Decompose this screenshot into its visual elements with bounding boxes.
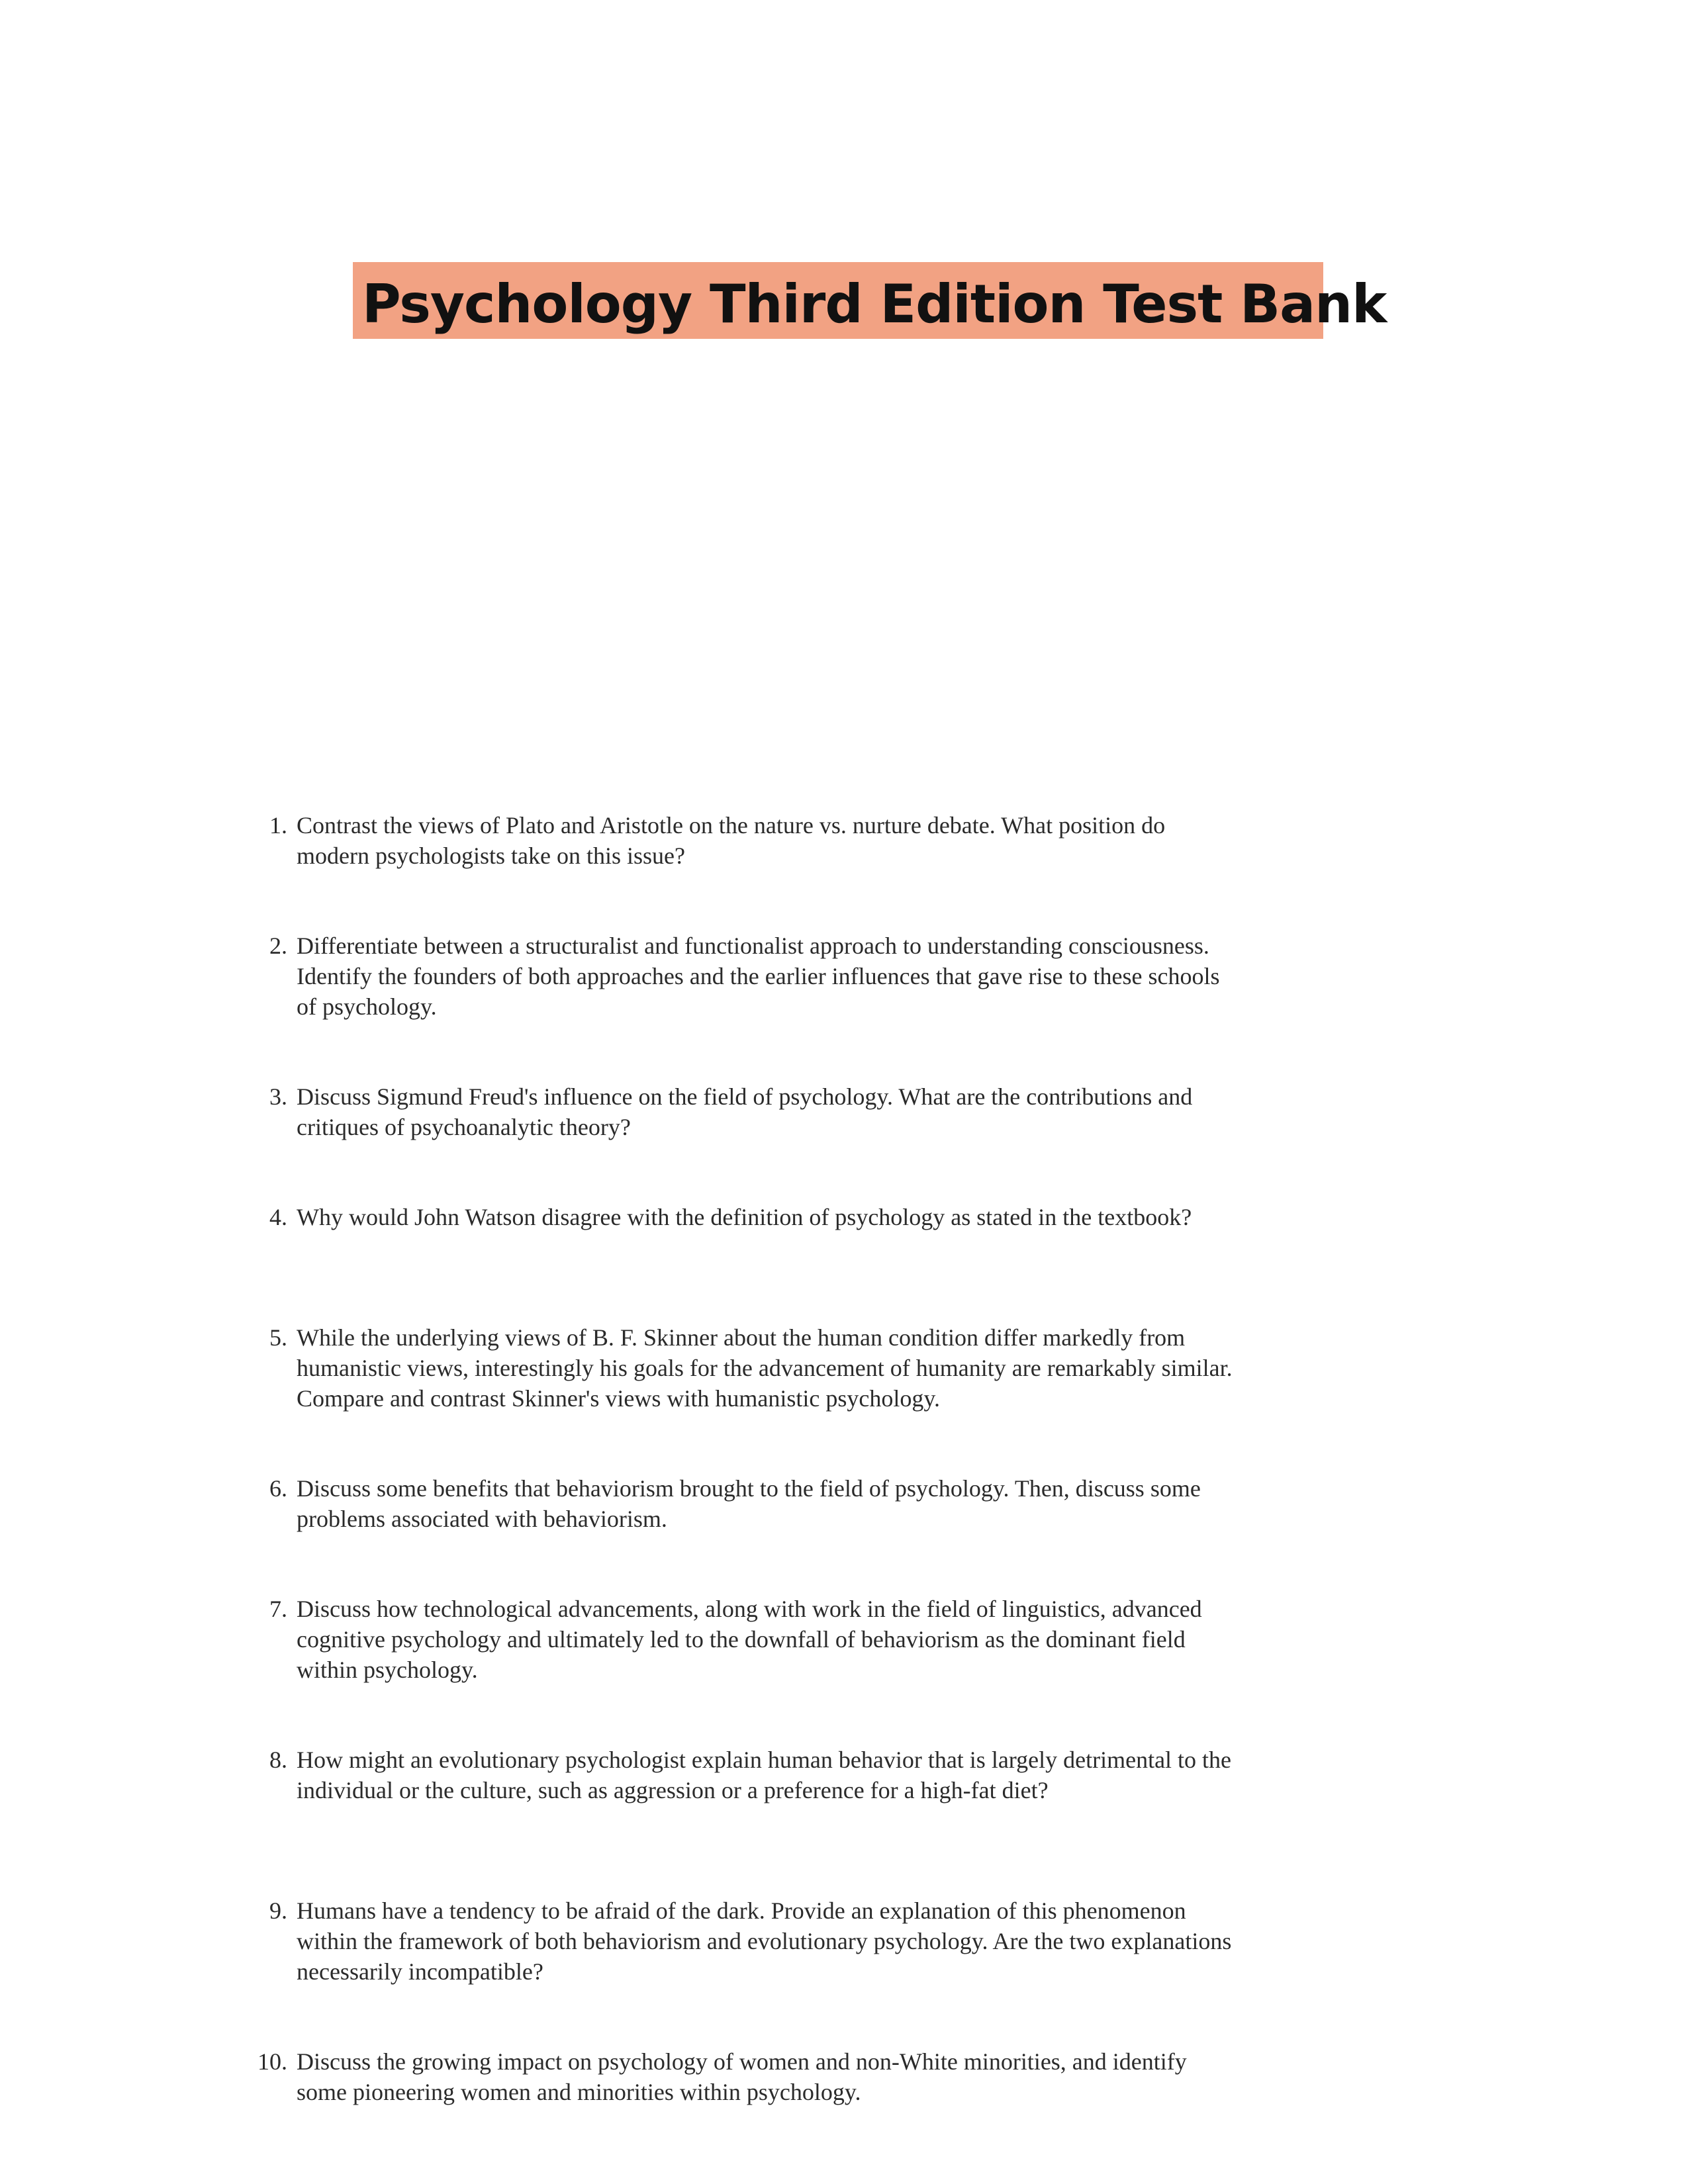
question-number: 7. [269,1596,287,1622]
question-text: While the underlying views of B. F. Skinner about the human condition differ markedly from humanistic views, interestingly his goals for the advancement of humanity are remarkably similar. Compare and contrast Skinner's views with humanistic psychology. [297,1324,1233,1412]
question-item [238,2046,1271,2107]
question-text: Contrast the views of Plato and Aristotle on the nature vs. nurture debate. What position do modern psychologists take on this issue? [297,812,1166,869]
question-number: 2. [269,933,287,959]
question-text: How might an evolutionary psychologist explain human behavior that is largely detrimental to the individual or the culture, such as aggression or a preference for a high-fat diet? [297,1747,1232,1803]
question-item [238,1473,1271,1534]
question-item [238,810,1271,871]
question-number: 4. [269,1204,287,1230]
question-number: 6. [269,1475,287,1502]
question-text: Discuss some benefits that behaviorism brought to the field of psychology. Then, discuss some problems associated with behaviorism. [297,1475,1201,1532]
question-number: 3. [269,1083,287,1110]
question-item [238,1594,1271,1685]
question-number: 10. [258,2048,287,2075]
question-text: Why would John Watson disagree with the definition of psychology as stated in the textbook? [297,1204,1192,1230]
page-title: Psychology Third Edition Test Bank [362,273,1387,335]
question-number: 1. [269,812,287,839]
question-item [238,1895,1271,1987]
title-banner [353,262,1387,339]
question-item [238,931,1271,1022]
question-item [238,1745,1271,1805]
question-item [238,1202,1271,1232]
question-item [238,1081,1271,1142]
question-text: Discuss how technological advancements, along with work in the field of linguistics, advanced cognitive psychology and ultimately led to the downfall of behaviorism as the dominant field within psychology. [297,1596,1202,1683]
question-number: 9. [269,1897,287,1924]
question-text: Discuss Sigmund Freud's influence on the field of psychology. What are the contributions and critiques of psychoanalytic theory? [297,1083,1193,1140]
question-text: Humans have a tendency to be afraid of the dark. Provide an explanation of this phenomenon within the framework of both behaviorism and evolutionary psychology. Are the two explanations necessarily incompatible? [297,1897,1232,1985]
question-number: 8. [269,1747,287,1773]
question-text: Discuss the growing impact on psychology of women and non-White minorities, and identify some pioneering women and minorities within psychology. [297,2048,1187,2105]
question-text: Differentiate between a structuralist and functionalist approach to understanding consciousness. Identify the founders of both approaches and the earlier influences that gave rise to these schools of psychology. [297,933,1220,1020]
question-item [238,1322,1271,1414]
question-number: 5. [269,1324,287,1351]
